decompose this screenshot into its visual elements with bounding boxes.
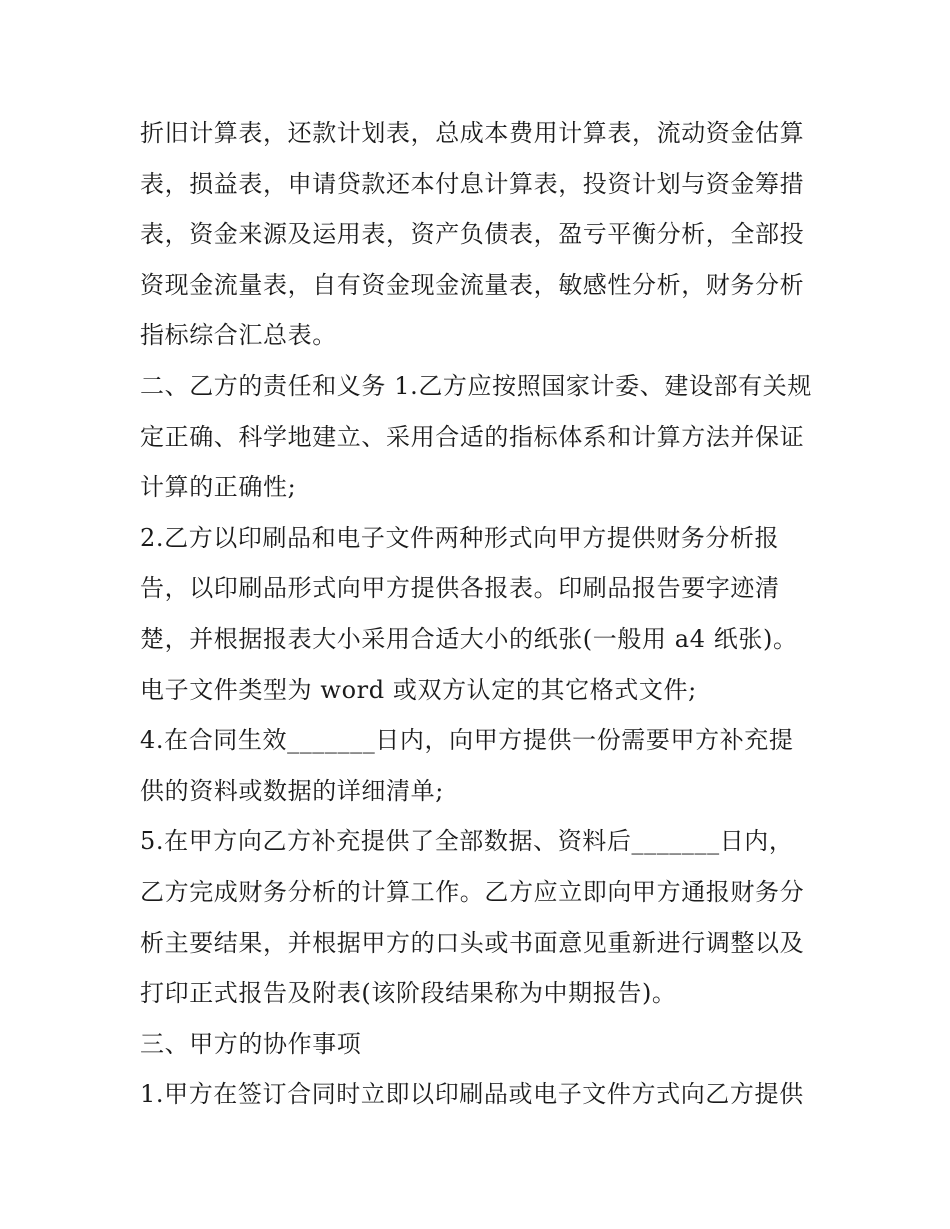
document-body (140, 108, 820, 1120)
text-line: 打印正式报告及附表(该阶段结果称为中期报告)。 (140, 979, 677, 1008)
text-line: 2.乙方以印刷品和电子文件两种形式向甲方提供财务分析报 (140, 523, 780, 552)
text-line: 1.甲方在签订合同时立即以印刷品或电子文件方式向乙方提供 (140, 1080, 804, 1109)
text-line: 4.在合同生效_______日内，向甲方提供一份需要甲方补充提 (140, 726, 794, 755)
text-line: 楚，并根据报表大小采用合适大小的纸张(一般用 a4 纸张)。 (140, 624, 798, 653)
section-heading-3: 三、甲方的协作事项 (140, 1029, 362, 1058)
text-line: 折旧计算表，还款计划表，总成本费用计算表，流动资金估算 (140, 119, 805, 147)
text-line: 计算的正确性; (140, 473, 297, 502)
text-line: 5.在甲方向乙方补充提供了全部数据、资料后_______日内， (140, 827, 794, 856)
text-line: 资现金流量表，自有资金现金流量表，敏感性分析，财务分析 (140, 270, 805, 299)
text-line: 表，资金来源及运用表，资产负债表，盈亏平衡分析，全部投 (140, 220, 805, 249)
text-line: 指标综合汇总表。 (140, 321, 337, 350)
section-heading-2: 二、乙方的责任和义务 1.乙方应按照国家计委、建设部有关规 (140, 371, 812, 400)
text-line: 定正确、科学地建立、采用合适的指标体系和计算方法并保证 (140, 422, 805, 451)
text-line: 电子文件类型为 word 或双方认定的其它格式文件; (140, 675, 697, 704)
text-line: 乙方完成财务分析的计算工作。乙方应立即向甲方通报财务分 (140, 877, 805, 906)
text-line: 供的资料或数据的详细清单; (140, 776, 444, 805)
text-line: 表，损益表，申请贷款还本付息计算表，投资计划与资金筹措 (140, 169, 805, 198)
text-line: 告，以印刷品形式向甲方提供各报表。印刷品报告要字迹清 (140, 574, 780, 603)
text-line: 析主要结果，并根据甲方的口头或书面意见重新进行调整以及 (140, 928, 805, 957)
